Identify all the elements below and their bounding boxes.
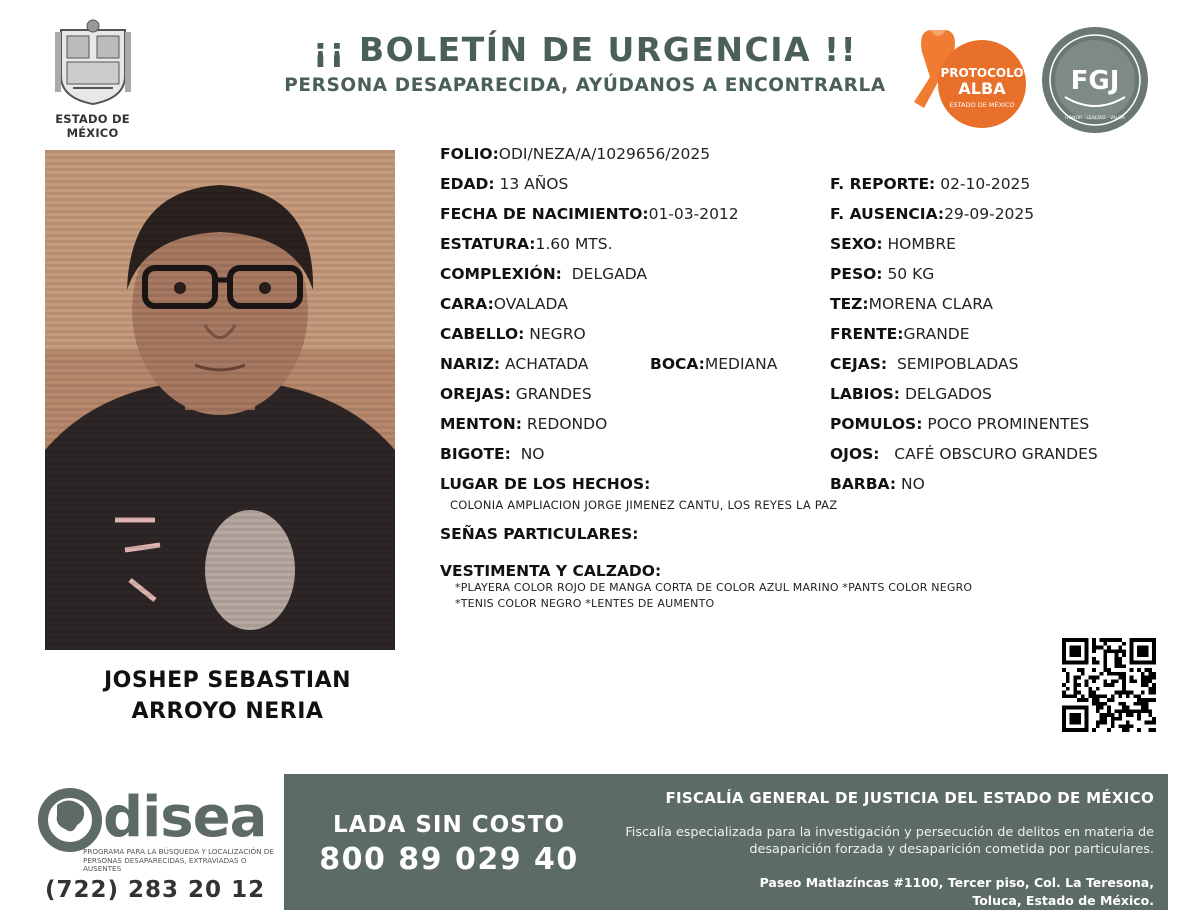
odisea-logo	[35, 785, 275, 910]
cabello-value: NEGRO	[529, 325, 586, 343]
field-pomulos	[830, 415, 1089, 433]
field-f-reporte	[830, 175, 1030, 193]
odisea-phone[interactable]: (722) 283 20 12	[45, 877, 266, 903]
field-tez	[830, 295, 993, 313]
field-boca	[650, 355, 777, 373]
protocolo-alba-logo	[900, 22, 1030, 132]
coat-of-arms-icon	[53, 18, 133, 108]
alba-line1: PROTOCOLO	[940, 66, 1024, 80]
field-folio	[440, 145, 710, 163]
cara-label: CARA:	[440, 295, 494, 313]
field-lugar-hechos	[440, 475, 650, 493]
field-labios	[830, 385, 992, 403]
senas-label: SEÑAS PARTICULARES:	[440, 525, 639, 543]
cejas-label: CEJAS:	[830, 355, 888, 373]
bigote-value: NO	[520, 445, 545, 463]
odisea-map-icon	[35, 785, 105, 855]
person-name-line2: ARROYO NERIA	[131, 699, 324, 724]
field-frente	[830, 325, 970, 343]
labios-label: LABIOS:	[830, 385, 900, 403]
fecha-nac-label: FECHA DE NACIMIENTO:	[440, 205, 649, 223]
field-menton	[440, 415, 607, 433]
field-cara	[440, 295, 568, 313]
edad-value: 13 AÑOS	[499, 175, 569, 193]
peso-label: PESO:	[830, 265, 883, 283]
cejas-value: SEMIPOBLADAS	[896, 355, 1019, 373]
pomulos-label: POMULOS:	[830, 415, 923, 433]
tez-label: TEZ:	[830, 295, 869, 313]
sexo-label: SEXO:	[830, 235, 883, 253]
frente-value: GRANDE	[903, 325, 970, 343]
folio-label: FOLIO:	[440, 145, 499, 163]
bulletin-title: ¡¡ BOLETÍN DE URGENCIA !!	[312, 30, 858, 69]
complexion-value: DELGADA	[571, 265, 647, 283]
field-barba	[830, 475, 925, 493]
field-senas	[440, 525, 639, 543]
ojos-value: CAFÉ OBSCURO GRANDES	[894, 445, 1098, 463]
boca-label: BOCA:	[650, 355, 705, 373]
estatura-label: ESTATURA:	[440, 235, 536, 253]
qr-code-icon	[1062, 638, 1156, 732]
cara-value: OVALADA	[493, 295, 568, 313]
person-name-line1: JOSHEP SEBASTIAN	[103, 668, 352, 693]
bigote-label: BIGOTE:	[440, 445, 511, 463]
bulletin-subtitle: PERSONA DESAPARECIDA, AYÚDANOS A ENCONTRARLA	[284, 75, 886, 96]
fecha-nac-value: 01-03-2012	[648, 205, 739, 223]
estado-de-mexico-logo	[30, 18, 155, 140]
field-estatura	[440, 235, 613, 253]
f-reporte-value: 02-10-2025	[940, 175, 1031, 193]
field-nariz	[440, 355, 588, 373]
person-name	[45, 665, 410, 727]
orejas-value: GRANDES	[515, 385, 592, 403]
field-orejas	[440, 385, 592, 403]
fiscalia-address	[654, 874, 1154, 910]
fiscalia-description: Fiscalía especializada para la investigación y persecución de delitos en materia de desaparición forzada y desaparición cometida por particulares.	[625, 825, 1154, 857]
pomulos-value: POCO PROMINENTES	[927, 415, 1090, 433]
field-complexion	[440, 265, 647, 283]
vestimenta-label: VESTIMENTA Y CALZADO:	[440, 562, 662, 580]
lugar-value: COLONIA AMPLIACION JORGE JIMENEZ CANTU, LOS REYES LA PAZ	[450, 498, 838, 512]
address-line2: Toluca, Estado de México.	[972, 893, 1154, 908]
field-cabello	[440, 325, 586, 343]
menton-value: REDONDO	[526, 415, 608, 433]
state-label: ESTADO DE MÉXICO	[55, 112, 130, 140]
f-ausencia-label: F. AUSENCIA:	[830, 205, 945, 223]
menton-label: MENTON:	[440, 415, 522, 433]
vestimenta-line2: *TENIS COLOR NEGRO *LENTES DE AUMENTO	[455, 597, 715, 610]
field-ojos	[830, 445, 1098, 463]
folio-value: ODI/NEZA/A/1029656/2025	[498, 145, 711, 163]
qr-code[interactable]	[1062, 638, 1156, 732]
orejas-label: OREJAS:	[440, 385, 511, 403]
vestimenta-line1: *PLAYERA COLOR ROJO DE MANGA CORTA DE COLOR AZUL MARINO *PANTS COLOR NEGRO	[455, 581, 973, 594]
address-line1: Paseo Matlazíncas #1100, Tercer piso, Col. La Teresona,	[759, 875, 1154, 890]
fgj-logo	[1040, 25, 1150, 135]
field-f-ausencia	[830, 205, 1034, 223]
odisea-wordmark: disea	[103, 785, 267, 850]
peso-value: 50 KG	[887, 265, 935, 283]
f-reporte-label: F. REPORTE:	[830, 175, 936, 193]
boca-value: MEDIANA	[704, 355, 778, 373]
ojos-label: OJOS:	[830, 445, 880, 463]
field-sexo	[830, 235, 956, 253]
field-fecha-nacimiento	[440, 205, 739, 223]
odisea-program-text: PROGRAMA PARA LA BÚSQUEDA Y LOCALIZACIÓN DE PERSONAS DESAPARECIDAS, EXTRAVIADAS O AUSENTES	[83, 847, 274, 873]
estatura-value: 1.60 MTS.	[535, 235, 613, 253]
nariz-label: NARIZ:	[440, 355, 501, 373]
cabello-label: CABELLO:	[440, 325, 525, 343]
alba-line2: ALBA	[958, 79, 1006, 98]
f-ausencia-value: 29-09-2025	[944, 205, 1035, 223]
field-edad	[440, 175, 568, 193]
field-peso	[830, 265, 934, 283]
fgj-motto: HONOR · LEALTAD · VALOR	[1065, 116, 1125, 121]
tez-value: MORENA CLARA	[868, 295, 994, 313]
field-vestimenta	[440, 562, 661, 580]
labios-value: DELGADOS	[904, 385, 992, 403]
alba-line3: ESTADO DE MÉXICO	[949, 101, 1015, 109]
barba-label: BARBA:	[830, 475, 897, 493]
nariz-value: ACHATADA	[505, 355, 589, 373]
fiscalia-title: FISCALÍA GENERAL DE JUSTICIA DEL ESTADO DE MÉXICO	[665, 789, 1154, 807]
barba-value: NO	[900, 475, 925, 493]
sexo-value: HOMBRE	[887, 235, 956, 253]
field-cejas	[830, 355, 1018, 373]
lada-number[interactable]: 800 89 029 40	[319, 842, 579, 877]
fgj-text: FGJ	[1070, 66, 1120, 96]
frente-label: FRENTE:	[830, 325, 904, 343]
footer-band	[284, 774, 1168, 910]
edad-label: EDAD:	[440, 175, 495, 193]
complexion-label: COMPLEXIÓN:	[440, 265, 562, 283]
lugar-label: LUGAR DE LOS HECHOS:	[440, 475, 651, 493]
field-bigote	[440, 445, 545, 463]
missing-person-photo	[45, 150, 395, 650]
lada-label: LADA SIN COSTO	[333, 812, 565, 838]
